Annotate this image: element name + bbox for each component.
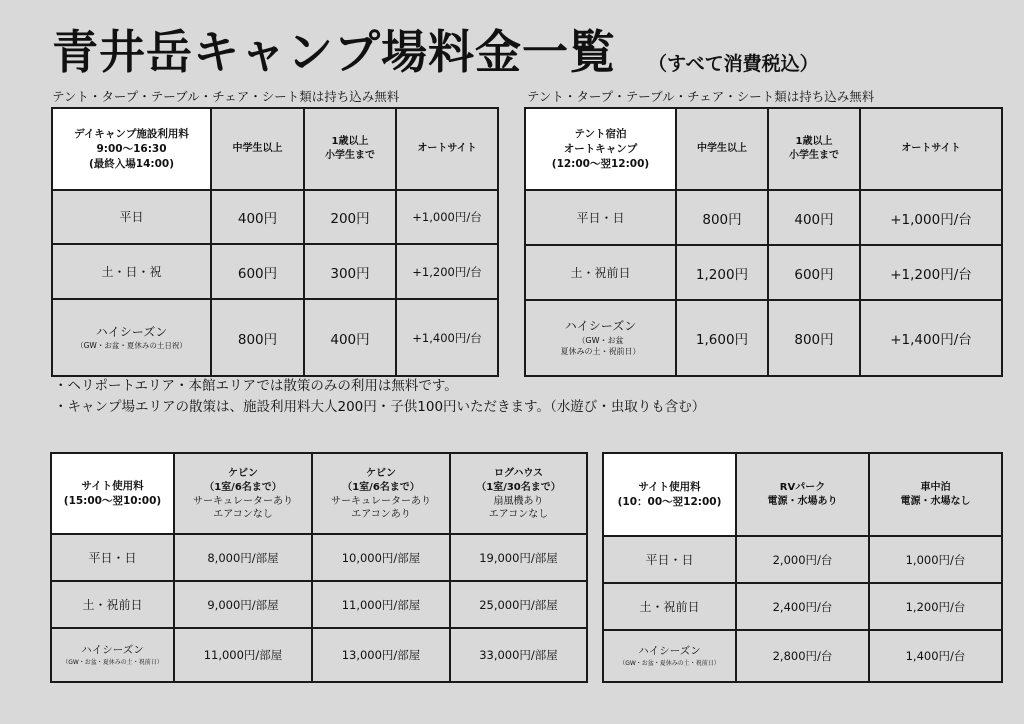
- fee-cell: 13,000円/部屋: [312, 628, 450, 682]
- fee-cell: 800円: [211, 299, 304, 376]
- fee-cell: 2,400円/台: [736, 583, 869, 630]
- fee-cell: 11,000円/部屋: [174, 628, 312, 682]
- col-head-adult: 中学生以上: [676, 108, 768, 190]
- cabin-site-table: [50, 452, 588, 683]
- notes-list: [54, 376, 705, 418]
- row-label: 平日・日: [51, 534, 174, 581]
- fee-cell: 33,000円/部屋: [450, 628, 587, 682]
- col-head-auto-site: オートサイト: [860, 108, 1002, 190]
- fee-cell: 19,000円/部屋: [450, 534, 587, 581]
- page-title: 青井岳キャンプ場料金一覧: [52, 25, 616, 79]
- col-head-auto-site: オートサイト: [396, 108, 498, 190]
- fee-cell: 9,000円/部屋: [174, 581, 312, 628]
- row-label-high-season: ハイシーズン （GW・お盆・夏休みの土・祝前日）: [603, 630, 736, 682]
- carry-in-note-right: テント・タープ・テーブル・チェア・シート類は持ち込み無料: [527, 89, 875, 104]
- tent-camp-table: [524, 107, 1003, 377]
- fee-cell: 2,800円/台: [736, 630, 869, 682]
- fee-cell: 10,000円/部屋: [312, 534, 450, 581]
- col-head-rv-park: RVパーク 電源・水場あり: [736, 453, 869, 536]
- fee-cell: 1,400円/台: [869, 630, 1002, 682]
- row-label-high-season: ハイシーズン （GW・お盆 夏休みの土・祝前日）: [525, 300, 676, 376]
- col-head-adult: 中学生以上: [211, 108, 304, 190]
- fee-cell: +1,000円/台: [860, 190, 1002, 245]
- fee-cell: 2,000円/台: [736, 536, 869, 583]
- carry-in-note-left: テント・タープ・テーブル・チェア・シート類は持ち込み無料: [52, 89, 400, 104]
- cabin-key-cell: サイト使用料 (15:00〜翌10:00): [51, 453, 174, 534]
- row-label: 平日・日: [525, 190, 676, 245]
- fee-cell: 11,000円/部屋: [312, 581, 450, 628]
- col-head-car-camping: 車中泊 電源・水場なし: [869, 453, 1002, 536]
- rv-park-table: [602, 452, 1003, 683]
- row-label-high-season: ハイシーズン （GW・お盆・夏休みの土日祝）: [52, 299, 211, 376]
- col-head-child: 1歳以上 小学生まで: [304, 108, 396, 190]
- row-label: 土・祝前日: [51, 581, 174, 628]
- row-label: 平日: [52, 190, 211, 244]
- fee-cell: 800円: [768, 300, 860, 376]
- col-head-cabin-a: ケビン （1室/6名まで） サーキュレーターあり エアコンなし: [174, 453, 312, 534]
- fee-cell: 25,000円/部屋: [450, 581, 587, 628]
- fee-cell: 1,200円/台: [869, 583, 1002, 630]
- row-label: 平日・日: [603, 536, 736, 583]
- fee-cell: 1,000円/台: [869, 536, 1002, 583]
- fee-cell: +1,200円/台: [396, 244, 498, 299]
- rv-key-cell: サイト使用料 (10：00〜翌12:00): [603, 453, 736, 536]
- day-camp-table: [51, 107, 499, 377]
- tent-camp-key-cell: テント宿泊 オートキャンプ (12:00〜翌12:00): [525, 108, 676, 190]
- col-head-log-house: ログハウス （1室/30名まで） 扇風機あり エアコンなし: [450, 453, 587, 534]
- fee-cell: 200円: [304, 190, 396, 244]
- fee-cell: 400円: [304, 299, 396, 376]
- fee-cell: 600円: [768, 245, 860, 300]
- fee-cell: 600円: [211, 244, 304, 299]
- fee-cell: 800円: [676, 190, 768, 245]
- col-head-child: 1歳以上 小学生まで: [768, 108, 860, 190]
- note-item: ・キャンプ場エリアの散策は、施設利用料大人200円・子供100円いただきます。（水遊び・虫取りも含む）: [54, 399, 706, 415]
- fee-cell: 8,000円/部屋: [174, 534, 312, 581]
- day-camp-key-cell: デイキャンプ施設利用料 9:00〜16:30 (最終入場14:00): [52, 108, 211, 190]
- note-item: ・ヘリポートエリア・本館エリアでは散策のみの利用は無料です。: [54, 378, 458, 394]
- fee-cell: +1,000円/台: [396, 190, 498, 244]
- row-label: 土・日・祝: [52, 244, 211, 299]
- fee-cell: 1,600円: [676, 300, 768, 376]
- row-label-high-season: ハイシーズン （GW・お盆・夏休みの土・祝前日）: [51, 628, 174, 682]
- fee-cell: 400円: [768, 190, 860, 245]
- fee-cell: 300円: [304, 244, 396, 299]
- fee-cell: +1,200円/台: [860, 245, 1002, 300]
- fee-cell: 400円: [211, 190, 304, 244]
- row-label: 土・祝前日: [603, 583, 736, 630]
- row-label: 土・祝前日: [525, 245, 676, 300]
- fee-cell: +1,400円/台: [396, 299, 498, 376]
- col-head-cabin-b: ケビン （1室/6名まで） サーキュレーターあり エアコンあり: [312, 453, 450, 534]
- fee-cell: 1,200円: [676, 245, 768, 300]
- fee-cell: +1,400円/台: [860, 300, 1002, 376]
- tax-note: （すべて消費税込）: [648, 53, 819, 75]
